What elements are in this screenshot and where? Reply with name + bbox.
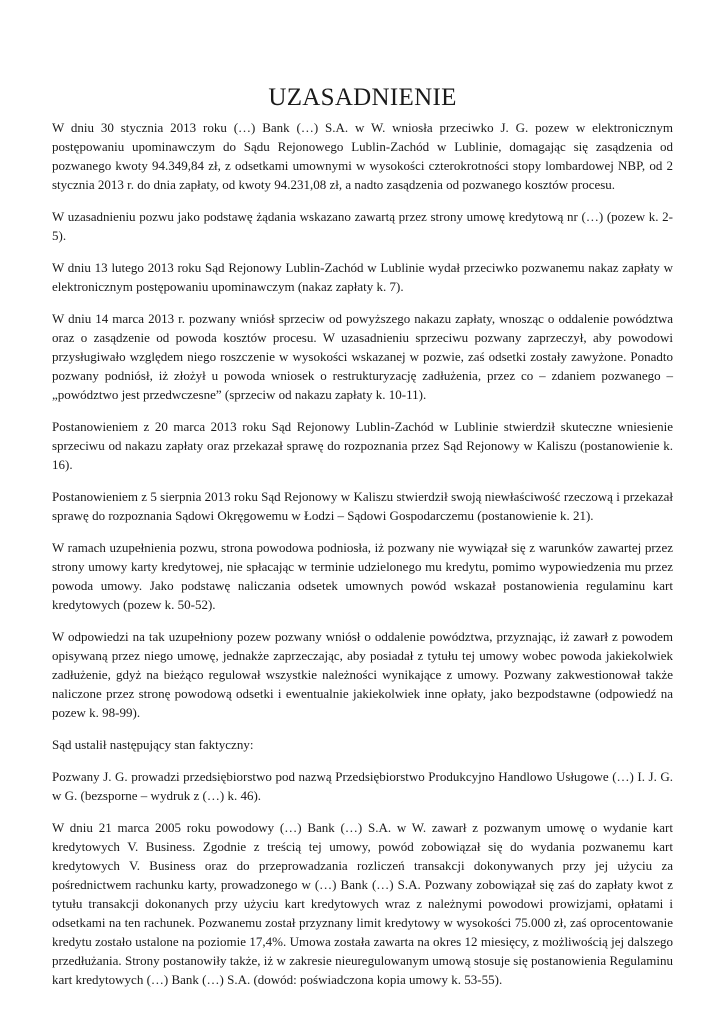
paragraph-claim-filed: W dniu 30 stycznia 2013 roku (…) Bank (…) S.A. w W. wniosła przeciwko J. G. pozew w elektronicznym postępowaniu upominawczym do Sądu Rejonowego Lublin-Zachód w Lublinie, domagając się zasądzenia od pozwanego kwoty 94.349,84 zł, z odsetkami umownymi w wysokości czterokrotności stopy lombardowej NBP, od 2 stycznia 2013 r. do dnia zapłaty, od kwoty 94.231,08 zł, a nadto zasądzenia od pozwanego kosztów procesu. — [52, 120, 673, 192]
document-title: UZASADNIENIE — [268, 84, 457, 111]
paragraph-payment-order: W dniu 13 lutego 2013 roku Sąd Rejonowy Lublin-Zachód w Lublinie wydał przeciwko pozwanemu nakaz zapłaty w elektronicznym postępowaniu upominawczym (nakaz zapłaty k. 7). — [52, 260, 673, 294]
document-page — [52, 84, 673, 1002]
paragraph-card-agreement: W dniu 21 marca 2005 roku powodowy (…) Bank (…) S.A. w W. zawarł z pozwanym umowę o wydanie kart kredytowych V. Business. Zgodnie z treścią tej umowy, powód zobowiązał się do wydania pozwanemu kart kredytowych V. Business oraz do przeprowadzania rozliczeń transakcji dokonywanych przy jej użyciu za pośrednictwem rachunku karty, prowadzonego w (…) Bank (…) S.A. Pozwany zobowiązał się zaś do zapłaty kwot z tytułu transakcji dokonanych przy użyciu kart kredytowych wraz z należnymi powodowi prowizjami, opłatami i odsetkami na ten rachunek. Pozwanemu został przyznany limit kredytowy w wysokości 75.000 zł, zaś oprocentowanie kredytu zostało ustalone na poziomie 17,4%. Umowa została zawarta na okres 12 miesięcy, z możliwością jej dalszego przedłużania. Strony postanowiły także, iż w zakresie nieuregulowanym umową stosuje się postanowienia Regulaminu kart kredytowych (…) Bank (…) S.A. (dowód: poświadczona kopia umowy k. 53-55). — [52, 820, 673, 987]
paragraph-objection: W dniu 14 marca 2013 r. pozwany wniósł sprzeciw od powyższego nakazu zapłaty, wnosząc o oddalenie powództwa oraz o zasądzenie od powoda kosztów procesu. W uzasadnieniu sprzeciwu pozwany zaprzeczył, aby powodowi przysługiwało względem niego roszczenie w wysokości wskazanej w pozwie, zaś odsetki zostały zawyżone. Ponadto pozwany podniósł, iż złożył u powoda wniosek o restrukturyzację zadłużenia, przez co – zdaniem pozwanego – „powództwo jest przedwczesne” (sprzeciw od nakazu zapłaty k. 10-11). — [52, 311, 673, 402]
paragraph-defendant-business: Pozwany J. G. prowadzi przedsiębiorstwo pod nazwą Przedsiębiorstwo Produkcyjno Handlowo Usługowe (…) I. J. G. w G. (bezsporne – wydruk z (…) k. 46). — [52, 769, 673, 803]
paragraph-defendant-response: W odpowiedzi na tak uzupełniony pozew pozwany wniósł o oddalenie powództwa, przyznając, iż zawarł z powodem opisywaną przez niego umowę, jednakże zaprzeczając, aby posiadał z tytułu tej umowy wobec powoda jakiekolwiek zadłużenie, gdyż na bieżąco regulował wszystkie należności wynikające z umowy. Pozwany zakwestionował także naliczone przez stronę powodową odsetki i ewentualnie jakiekolwiek inne opłaty, jako bezpodstawne (odpowiedź na pozew k. 98-99). — [52, 629, 673, 720]
paragraph-claim-basis: W uzasadnieniu pozwu jako podstawę żądania wskazano zawartą przez strony umowę kredytową nr (…) (pozew k. 2-5). — [52, 209, 673, 243]
paragraph-transfer-lodz: Postanowieniem z 5 sierpnia 2013 roku Sąd Rejonowy w Kaliszu stwierdził swoją niewłaściwość rzeczową i przekazał sprawę do rozpoznania Sądowi Okręgowemu w Łodzi – Sądowi Gospodarczemu (postanowienie k. 21). — [52, 489, 673, 523]
paragraph-claim-supplement: W ramach uzupełnienia pozwu, strona powodowa podniosła, iż pozwany nie wywiązał się z warunków zawartej przez strony umowy karty kredytowej, nie spłacając w terminie udzielonego mu kredytu, pomimo wypowiedzenia mu przez powoda umowy. Jako podstawę naliczania odsetek umownych powód wskazał postanowienia regulaminu kart kredytowych (pozew k. 50-52). — [52, 540, 673, 612]
paragraph-findings-heading: Sąd ustalił następujący stan faktyczny: — [52, 737, 254, 752]
paragraph-transfer-kalisz: Postanowieniem z 20 marca 2013 roku Sąd Rejonowy Lublin-Zachód w Lublinie stwierdził skuteczne wniesienie sprzeciwu od nakazu zapłaty oraz przekazał sprawę do rozpoznania przez Sąd Rejonowy w Kaliszu (postanowienie k. 16). — [52, 419, 673, 472]
